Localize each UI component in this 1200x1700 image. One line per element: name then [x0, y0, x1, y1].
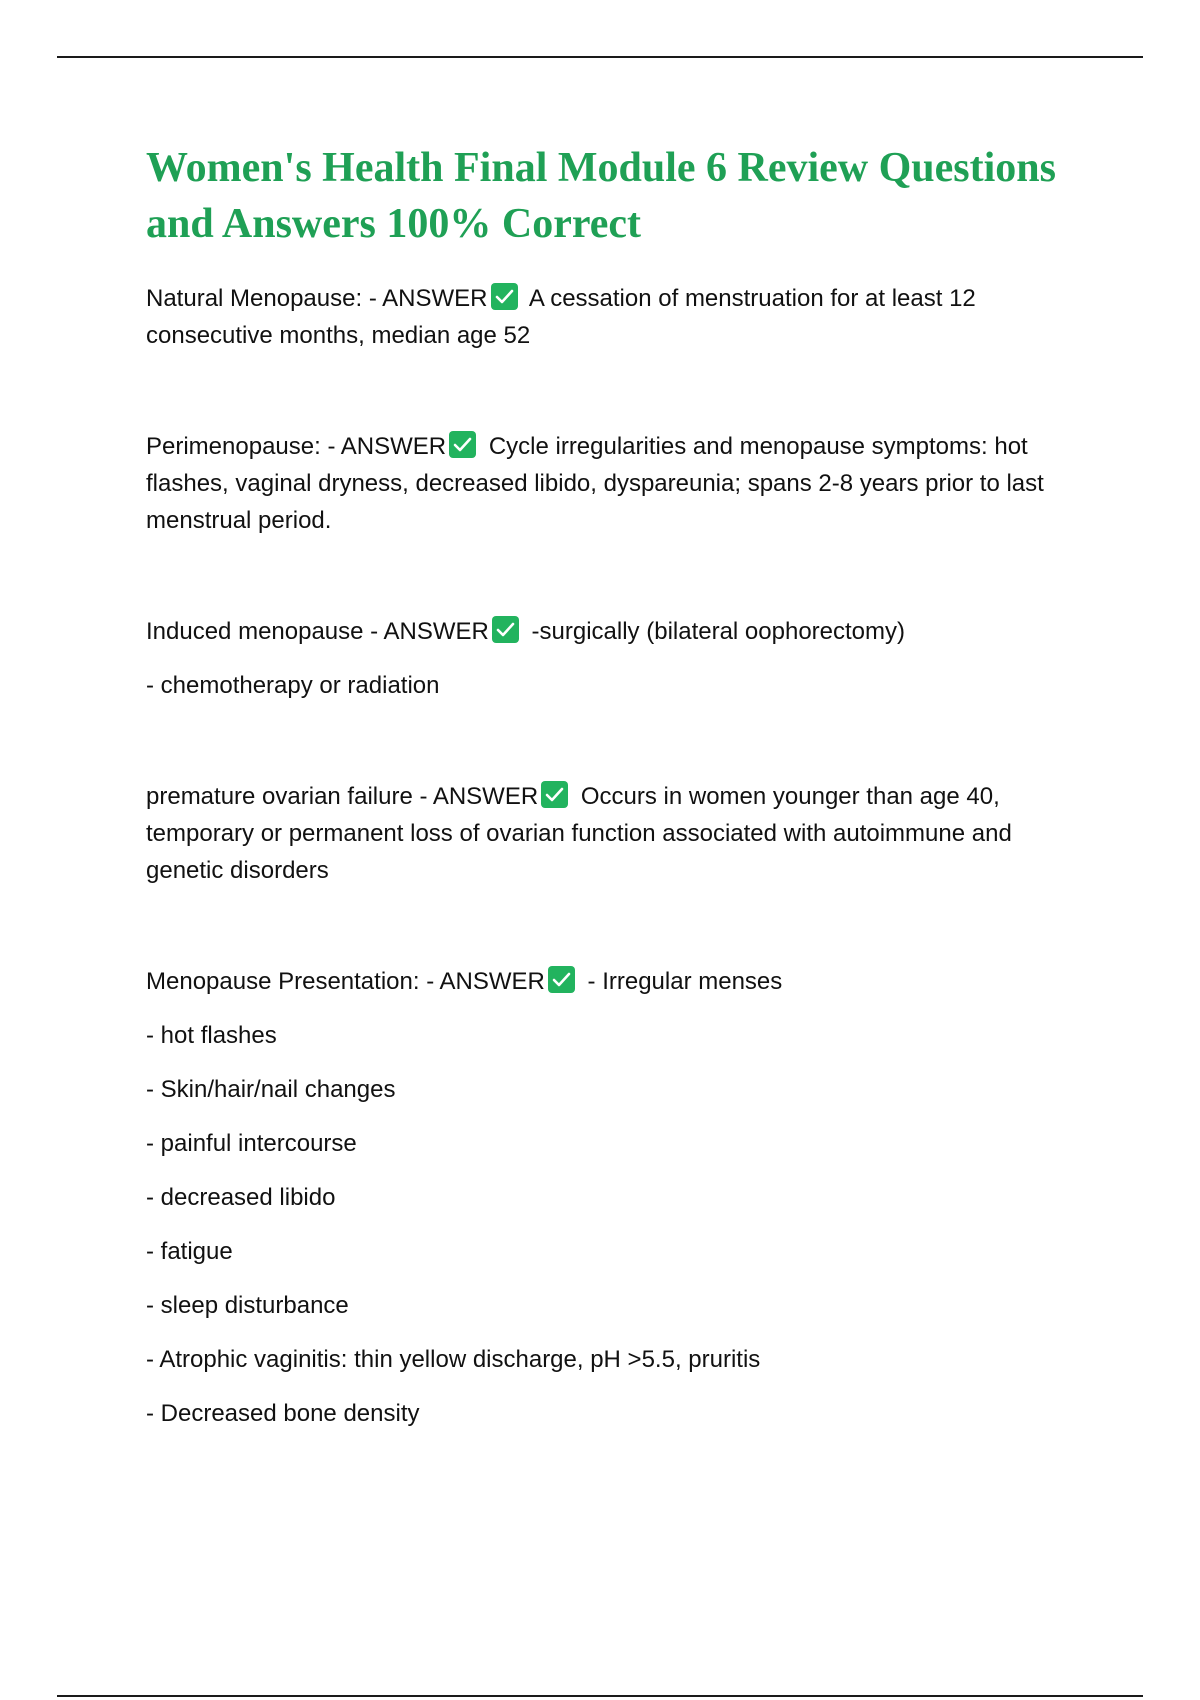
header-rule	[57, 56, 1143, 58]
answer-marker: - ANSWER	[426, 968, 545, 995]
document-title: Women's Health Final Module 6 Review Questions and Answers 100% Correct	[146, 145, 1057, 247]
qa-line	[146, 778, 1091, 889]
qa-line	[146, 428, 1091, 539]
qa-term: Menopause Presentation:	[146, 968, 420, 995]
check-box-icon	[541, 781, 568, 808]
qa-answer: -surgically (bilateral oophorectomy)	[531, 618, 906, 645]
list-item: - Decreased bone density	[146, 1400, 420, 1427]
qa-term: Natural Menopause:	[146, 285, 363, 312]
qa-line	[146, 280, 1091, 354]
check-box-icon	[491, 283, 518, 310]
check-box-icon	[492, 616, 519, 643]
list-item: - chemotherapy or radiation	[146, 672, 440, 699]
qa-line	[146, 963, 1091, 1000]
list-item: - hot flashes	[146, 1022, 277, 1049]
check-box-icon	[449, 431, 476, 458]
list-item: - fatigue	[146, 1238, 233, 1265]
list-item: - painful intercourse	[146, 1130, 357, 1157]
answer-marker: - ANSWER	[327, 433, 447, 460]
answer-marker: - ANSWER	[368, 285, 488, 312]
qa-entry-menopause-presentation	[146, 963, 1091, 1432]
list-item: - sleep disturbance	[146, 1292, 349, 1319]
qa-answer: - Irregular menses	[587, 968, 783, 995]
qa-entry-premature-ovarian-failure	[146, 778, 1091, 889]
document-body	[146, 140, 1091, 1432]
qa-line	[146, 613, 1091, 650]
answer-marker: - ANSWER	[370, 618, 489, 645]
qa-term: Perimenopause:	[146, 433, 321, 460]
check-box-icon	[548, 966, 575, 993]
qa-entry-induced-menopause	[146, 613, 1091, 704]
qa-term: Induced menopause	[146, 618, 364, 645]
list-item: - Skin/hair/nail changes	[146, 1076, 396, 1103]
qa-answer: Occurs in women younger than age 40, temporary or permanent loss of ovarian function associated with autoimmune and genetic disorders	[146, 783, 1012, 884]
qa-answer: Cycle irregularities and menopause symptoms: hot flashes, vaginal dryness, decreased libido, dyspareunia; spans 2-8 years prior to last menstrual period.	[146, 433, 1044, 534]
list-item: - decreased libido	[146, 1184, 336, 1211]
qa-answer: A cessation of menstruation for at least 12 consecutive months, median age 52	[146, 285, 976, 349]
qa-term: premature ovarian failure	[146, 783, 413, 810]
answer-marker: - ANSWER	[419, 783, 539, 810]
footer-rule	[57, 1695, 1143, 1697]
qa-entry-natural-menopause	[146, 280, 1091, 354]
list-item: - Atrophic vaginitis: thin yellow discharge, pH >5.5, pruritis	[146, 1346, 761, 1373]
qa-entry-perimenopause	[146, 428, 1091, 539]
